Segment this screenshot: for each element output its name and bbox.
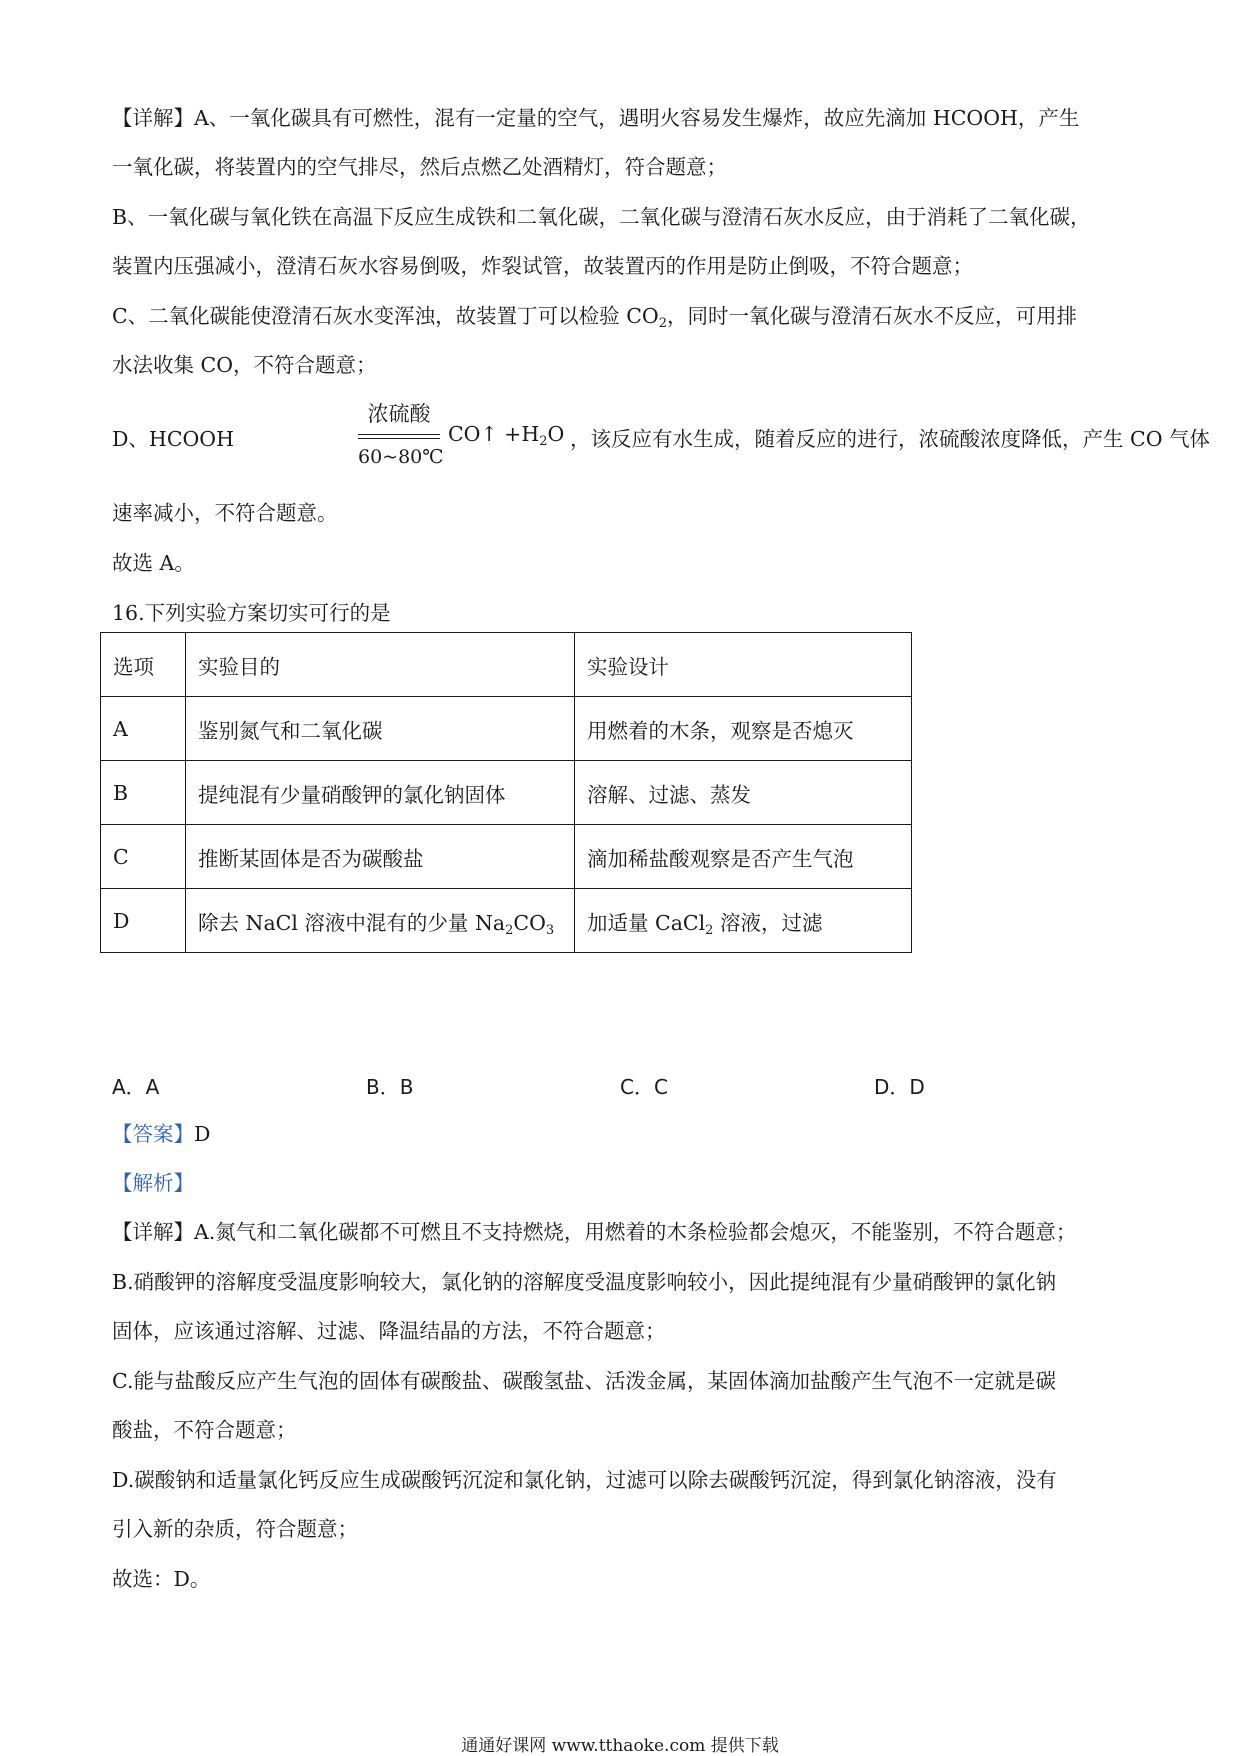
equals-line-top	[358, 434, 440, 435]
subscript: 3	[545, 922, 555, 938]
page-footer: 通通好课网 www.tthaoke.com 提供下载	[461, 1736, 779, 1756]
text-segment: 除去 NaCl 溶液中混有的少量 Na	[198, 910, 506, 935]
explanation-line: 水法收集 CO，不符合题意；	[112, 353, 377, 377]
table-row	[101, 825, 912, 889]
explanation-line: 装置内压强减小，澄清石灰水容易倒吸，炸裂试管，故装置丙的作用是防止倒吸，不符合题意；	[112, 254, 973, 278]
option-c: C．C	[620, 1075, 668, 1099]
temperature-label: 60~80℃	[358, 446, 444, 468]
reactant: D、HCOOH	[112, 427, 234, 451]
subscript: 2	[505, 922, 514, 938]
subscript: 2	[539, 434, 548, 449]
explanation-line: 速率减小，不符合题意。	[112, 501, 338, 525]
header-design: 实验设计	[575, 633, 912, 697]
text-segment: 加适量 CaCl	[587, 910, 706, 935]
design-cell: 溶解、过滤、蒸发	[575, 761, 912, 825]
table-row	[101, 761, 912, 825]
product-text: O	[547, 422, 565, 446]
explanation-line: B、一氧化碳与氧化铁在高温下反应生成铁和二氧化碳，二氧化碳与澄清石灰水反应，由于消耗了二氧化碳，	[112, 205, 1091, 229]
experiment-table	[100, 632, 912, 953]
table-row	[101, 697, 912, 761]
table-row	[101, 889, 912, 953]
explanation-paragraph-a	[112, 104, 1079, 132]
design-cell: 滴加稀盐酸观察是否产生气泡	[575, 825, 912, 889]
products	[448, 422, 565, 449]
design-cell	[575, 889, 912, 953]
text-segment: CO	[513, 910, 546, 935]
text-segment: 溶液，过滤	[713, 910, 823, 935]
conclusion: 故选：D。	[112, 1567, 211, 1591]
purpose-cell: 提纯混有少量硝酸钾的氯化钠固体	[186, 761, 575, 825]
design-cell: 用燃着的木条，观察是否熄灭	[575, 697, 912, 761]
header-purpose: 实验目的	[186, 633, 575, 697]
option-a: A．A	[112, 1075, 160, 1099]
explanation-line: C.能与盐酸反应产生气泡的固体有碳酸盐、碳酸氢盐、活泼金属，某固体滴加盐酸产生气泡不一定就是碳	[112, 1369, 1056, 1393]
product-text: CO↑ +H	[448, 422, 540, 446]
explanation-line: 固体，应该通过溶解、过滤、降温结晶的方法，不符合题意；	[112, 1319, 666, 1343]
explanation-paragraph-a	[112, 1218, 1076, 1246]
explanation-text: A、一氧化碳具有可燃性，混有一定量的空气，遇明火容易发生爆炸，故应先滴加 HCOOH，产生	[194, 106, 1080, 130]
text-segment: C、二氧化碳能使澄清石灰水变浑浊，故装置丁可以检验 CO	[112, 304, 659, 328]
purpose-cell	[186, 889, 575, 953]
question-stem: 16.下列实验方案切实可行的是	[112, 601, 391, 625]
conclusion: 故选 A。	[112, 551, 195, 575]
subscript: 2	[705, 922, 714, 938]
option-cell: B	[101, 761, 186, 825]
option-b: B．B	[366, 1075, 414, 1099]
text-segment: ，同时一氧化碳与澄清石灰水不反应，可用排	[666, 304, 1077, 328]
detail-tag: 【详解】	[112, 106, 194, 130]
equals-line-bottom	[358, 438, 440, 439]
explanation-line	[112, 302, 1077, 330]
explanation-line: 引入新的杂质，符合题意；	[112, 1517, 358, 1541]
explanation-line: 一氧化碳，将装置内的空气排尽，然后点燃乙处酒精灯，符合题意；	[112, 155, 727, 179]
purpose-cell: 推断某固体是否为碳酸盐	[186, 825, 575, 889]
answer-line	[112, 1120, 210, 1148]
answer-tag: 【答案】	[112, 1122, 194, 1146]
answer-value: D	[194, 1122, 211, 1146]
explanation-text: A.氮气和二氧化碳都不可燃且不支持燃烧，用燃着的木条检验都会熄灭，不能鉴别，不符合题意；	[194, 1220, 1077, 1244]
catalyst-label: 浓硫酸	[367, 402, 431, 426]
explanation-line: D.碳酸钠和适量氯化钙反应生成碳酸钙沉淀和氯化钠，过滤可以除去碳酸钙沉淀，得到氯化钠溶液，没有	[112, 1468, 1057, 1492]
option-cell: D	[101, 889, 186, 953]
table-header-row	[101, 633, 912, 697]
reaction-commentary: ，该反应有水生成，随着反应的进行，浓硫酸浓度降低，产生 CO 气体	[570, 427, 1211, 451]
purpose-cell: 鉴别氮气和二氧化碳	[186, 697, 575, 761]
explanation-line: B.硝酸钾的溶解度受温度影响较大，氯化钠的溶解度受温度影响较小，因此提纯混有少量硝酸钾的氯化钠	[112, 1270, 1057, 1294]
option-cell: A	[101, 697, 186, 761]
option-d: D．D	[874, 1075, 925, 1099]
explanation-line: 酸盐，不符合题意；	[112, 1418, 297, 1442]
detail-tag: 【详解】	[112, 1220, 194, 1244]
subscript: 2	[658, 316, 667, 331]
analysis-tag: 【解析】	[112, 1171, 194, 1195]
header-option: 选项	[101, 633, 186, 697]
option-cell: C	[101, 825, 186, 889]
